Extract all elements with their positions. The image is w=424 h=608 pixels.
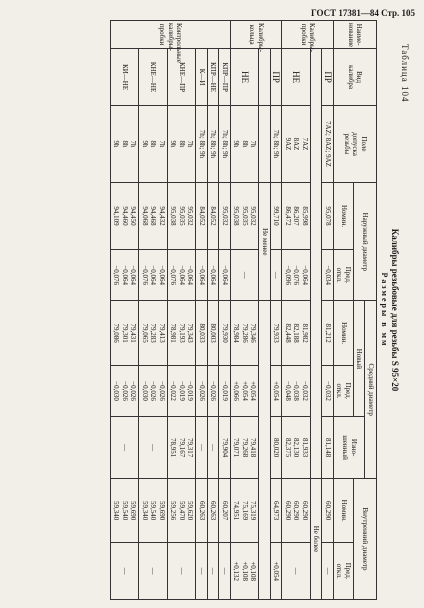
cell-type: НЕ [231, 49, 260, 106]
cell: — [322, 543, 334, 600]
cell: −0,026 [208, 365, 220, 416]
cell: −0,064 −0,076 −0,096 [282, 249, 311, 300]
cell-type: КПР—НЕ [208, 49, 220, 106]
col-outer: Наружный диаметр [354, 183, 377, 301]
dimensions-table [110, 20, 377, 600]
cell-tol: 7h; 8h; 9h [196, 105, 208, 182]
cell: 79,413 79,283 79,065 [139, 301, 168, 365]
cell: −0,064 [208, 249, 220, 300]
cell: 59,690 59,540 59,340 [139, 479, 168, 543]
cell: 79,346 79,286 78,984 [231, 301, 260, 365]
col-inner-dev: Пред. откл. [334, 543, 354, 600]
rotated-table [70, 20, 400, 600]
cell: 60,263 [196, 479, 208, 543]
cell: 81,982 82,188 82,448 [282, 301, 311, 365]
cell: −0,026 −0,026 −0,030 [111, 365, 140, 416]
col-middle: Средний диаметр [365, 301, 377, 479]
cell: 80,033 [196, 301, 208, 365]
cell-tol: 7h; 8h; 9h [271, 105, 283, 182]
cell-type: К—И [196, 49, 208, 106]
col-name: Наиме- нование [334, 21, 377, 49]
cell: 95,078 [322, 183, 334, 250]
cell: −0,064 [196, 249, 208, 300]
cell: 79,904 [219, 417, 231, 479]
col-tolerance: Поле допуска резьбы [334, 105, 377, 182]
cell: 60,263 [208, 479, 220, 543]
cell: 60,207 [219, 479, 231, 543]
cell: 79,933 [271, 301, 283, 365]
cell-tol: 7h 8h 9h [111, 105, 140, 182]
table-subtitle: Размеры в мм [380, 272, 389, 348]
cell: 60,290 [322, 479, 334, 543]
col-new: Новый [354, 301, 366, 417]
cell-tol: 7h 8h 9h [139, 105, 168, 182]
not-less-note: Не менее [259, 183, 271, 301]
cell: 80,020 [271, 417, 283, 479]
group-label: Калибры- кольца [231, 21, 283, 49]
cell-tol: 7h; 8h; 9h [219, 105, 231, 182]
col-middle-dev: Пред. откл. [334, 365, 354, 416]
cell: −0,064 [219, 249, 231, 300]
col-type: Вид калибра [334, 49, 377, 106]
cell: 81,148 [322, 417, 334, 479]
group-label: Контрольные калибры-пробки [111, 21, 231, 49]
cell: −0,064 −0,064 −0,076 [168, 249, 197, 300]
cell: 85,998 86,207 86,472 [282, 183, 311, 250]
cell: 95,032 95,035 95,038 [231, 183, 260, 250]
cell-tol: 7h 8h 9h [168, 105, 197, 182]
cell-tol: 7AZ; 8AZ; 9AZ [322, 105, 334, 182]
cell: 64,973 [271, 479, 283, 543]
cell-type: КНЕ—ПР [168, 49, 197, 106]
cell-type: КПР—ПР [219, 49, 231, 106]
cell: — [139, 543, 168, 600]
cell: −0,019 [219, 365, 231, 416]
cell: — [196, 417, 208, 479]
cell: — [208, 417, 220, 479]
cell: 59,620 59,470 59,256 [168, 479, 197, 543]
cell: 95,032 [219, 183, 231, 250]
cell: 84,052 [196, 183, 208, 250]
cell: 60,290 60,290 60,290 [282, 479, 311, 543]
cell: 94,450 94,460 94,109 [111, 183, 140, 250]
cell: 81,933 82,130 82,375 [282, 417, 311, 479]
cell: 79,343 79,193 78,981 [168, 301, 197, 365]
cell: +0,054 [271, 365, 283, 416]
cell: — [196, 543, 208, 600]
cell: — [111, 417, 140, 479]
col-middle-nom: Номин. [334, 301, 354, 365]
cell-type: КИ—НЕ [111, 49, 140, 106]
cell: −0,026 [196, 365, 208, 416]
cell: — [111, 543, 140, 600]
table-number: Таблица 104 [400, 44, 410, 103]
not-more-note: Не более [311, 479, 323, 600]
cell: −0,019 −0,019 −0,022 [168, 365, 197, 416]
cell: 75,319 75,169 74,951 [231, 479, 260, 543]
cell: — [208, 543, 220, 600]
cell: 80,003 [208, 301, 220, 365]
col-inner-nom: Номин. [334, 479, 354, 543]
cell: −0,026 −0,026 −0,030 [139, 365, 168, 416]
cell: −0,064 −0,064 −0,076 [139, 249, 168, 300]
cell: +0,054 [271, 543, 283, 600]
cell: 79,930 [219, 301, 231, 365]
cell-tol: 7AZ 8AZ 9AZ [282, 105, 311, 182]
group-label: Калибры- пробки [282, 21, 334, 49]
page-header: ГОСТ 17381—84 Стр. 105 [310, 8, 415, 18]
cell: — [168, 543, 197, 600]
cell: — [139, 417, 168, 479]
cell: 79,431 79,301 79,086 [111, 301, 140, 365]
cell: 81,212 [322, 301, 334, 365]
cell-type: ПР [271, 49, 283, 106]
cell: +0,054 +0,054 +0,066 [231, 365, 260, 416]
cell: −0,034 [322, 249, 334, 300]
cell-tol: 7h 8h 9h [231, 105, 260, 182]
cell: 99,710 [271, 183, 283, 250]
cell: +0,108 +0,108 +0,132 [231, 543, 260, 600]
col-outer-nom: Номин. [334, 183, 354, 250]
table-title: Калибры резьбовые для резьбы S 95×20 [390, 228, 400, 392]
cell: 79,418 79,268 79,071 [231, 417, 260, 479]
col-worn: Изно- шенный [334, 417, 366, 479]
cell: — [219, 543, 231, 600]
cell: 84,052 [208, 183, 220, 250]
cell: −0,064 −0,064 −0,076 [111, 249, 140, 300]
cell: — [231, 249, 260, 300]
cell: −0,032 −0,038 −0,048 [282, 365, 311, 416]
col-outer-dev: Пред. откл. [334, 249, 354, 300]
cell: 59,690 59,540 59,340 [111, 479, 140, 543]
cell-type: ПР [322, 49, 334, 106]
col-inner: Внутренний диаметр [354, 479, 377, 600]
cell-type: КНЕ—НЕ [139, 49, 168, 106]
cell-type: НЕ [282, 49, 311, 106]
cell: 95,032 95,035 95,038 [168, 183, 197, 250]
cell: −0,032 [322, 365, 334, 416]
cell: 79,317 79,167 78,951 [168, 417, 197, 479]
cell: — [271, 249, 283, 300]
cell: — [282, 543, 311, 600]
cell: 94,432 94,468 94,068 [139, 183, 168, 250]
cell-tol: 7h; 8h; 9h [208, 105, 220, 182]
